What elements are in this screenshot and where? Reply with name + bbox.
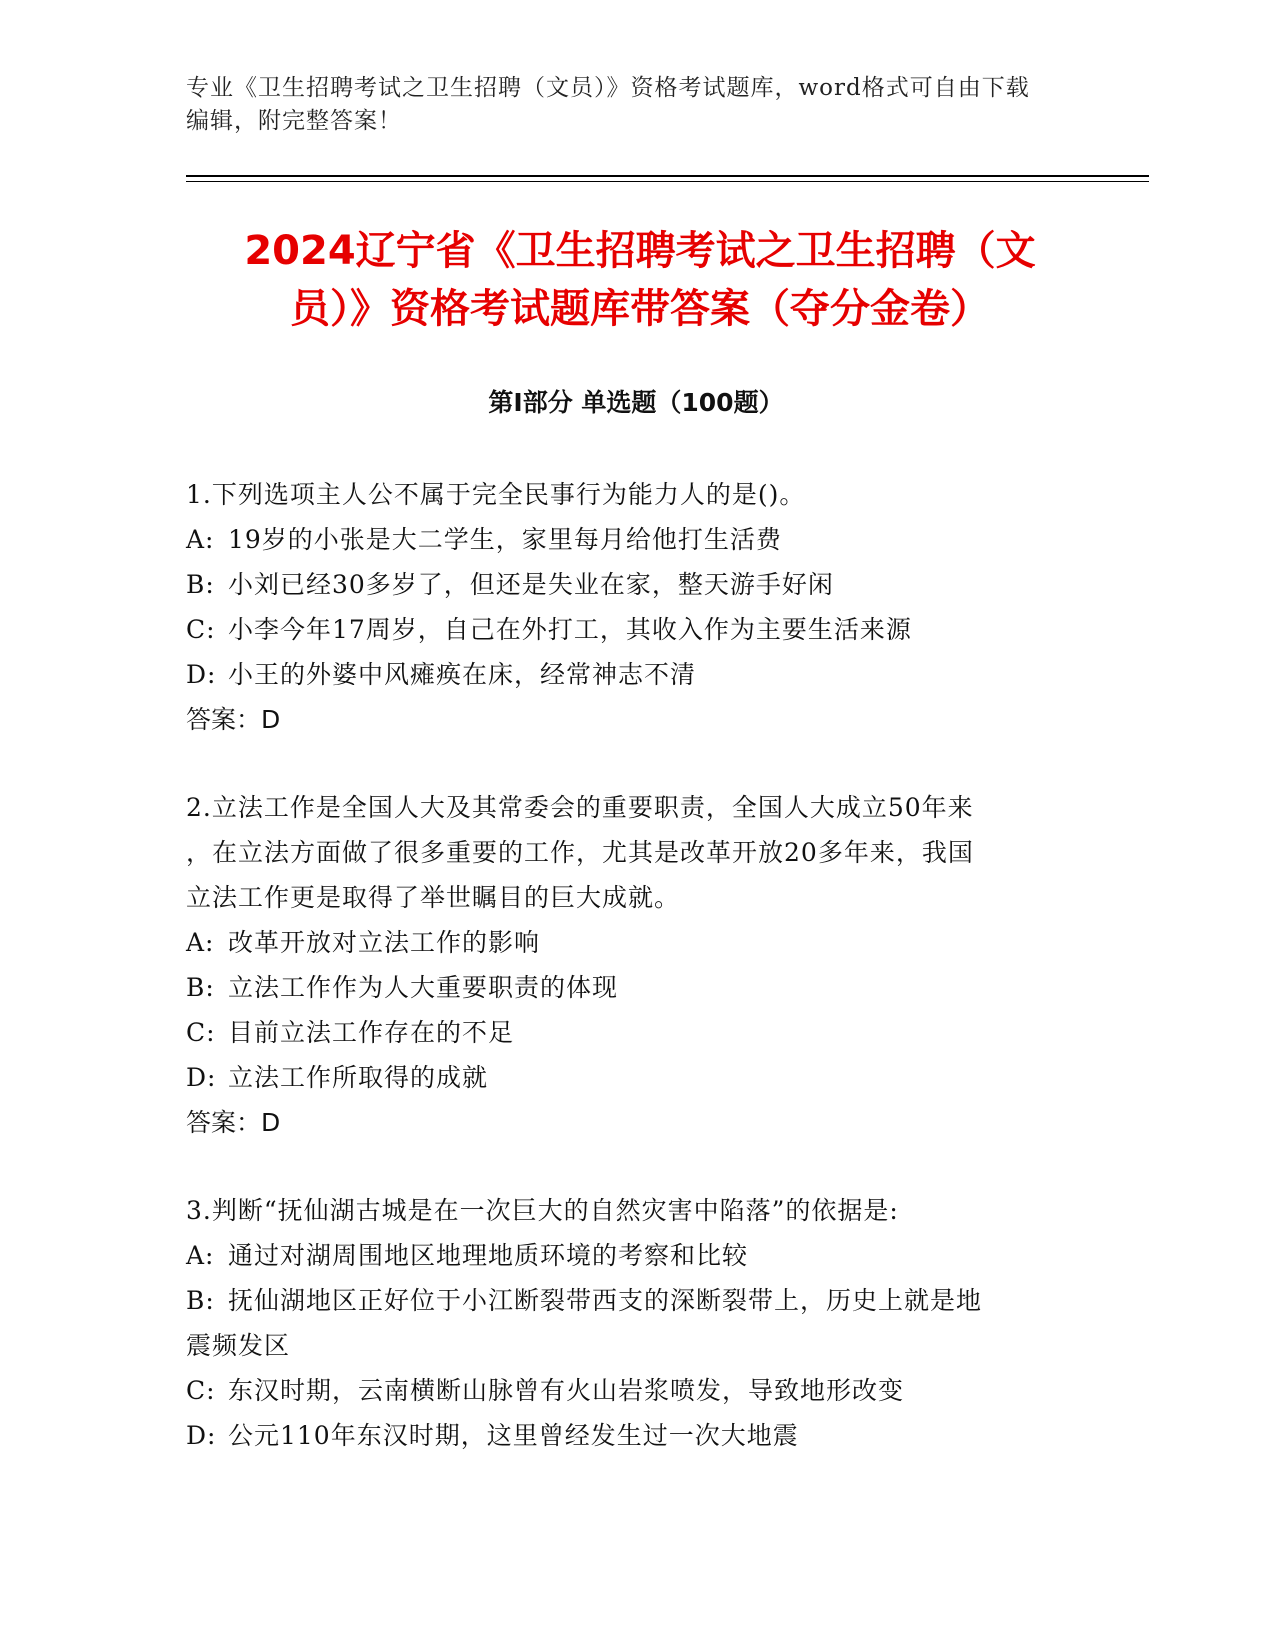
option-text: 立法工作作为人大重要职责的体现 bbox=[228, 973, 619, 1002]
option-text: 公元110年东汉时期，这里曾经发生过一次大地震 bbox=[228, 1421, 799, 1450]
option-text: 小李今年17周岁，自己在外打工，其收入作为主要生活来源 bbox=[228, 615, 912, 644]
option-text: 19岁的小张是大二学生，家里每月给他打生活费 bbox=[228, 525, 782, 554]
option-text: 通过对湖周围地区地理地质环境的考察和比较 bbox=[228, 1241, 749, 1270]
document-title-line-1: 2024辽宁省《卫生招聘考试之卫生招聘（文 bbox=[244, 228, 1036, 274]
option-key: C: bbox=[186, 1018, 216, 1047]
option-key: B: bbox=[186, 973, 215, 1002]
option-d bbox=[186, 1055, 1066, 1100]
answer: 答案：D bbox=[186, 1108, 281, 1137]
option-text: 改革开放对立法工作的影响 bbox=[228, 928, 541, 957]
option-key: A: bbox=[186, 525, 215, 554]
option-a bbox=[186, 920, 1066, 965]
question-stem-line-1: 2.立法工作是全国人大及其常委会的重要职责，全国人大成立50年来 bbox=[186, 793, 974, 822]
option-d bbox=[186, 1413, 1066, 1458]
option-text: 抚仙湖地区正好位于小江断裂带西支的深断裂带上，历史上就是地 bbox=[228, 1286, 983, 1315]
question-2 bbox=[186, 785, 1066, 1145]
option-key: B: bbox=[186, 1286, 215, 1315]
option-key: D: bbox=[186, 660, 217, 689]
question-stem-line-3: 立法工作更是取得了举世瞩目的巨大成就。 bbox=[186, 883, 681, 912]
question-3 bbox=[186, 1188, 1066, 1458]
option-key: C: bbox=[186, 615, 216, 644]
option-text: 小刘已经30多岁了，但还是失业在家，整天游手好闲 bbox=[228, 570, 834, 599]
option-c bbox=[186, 1010, 1066, 1055]
option-b bbox=[186, 562, 1066, 607]
answer: 答案：D bbox=[186, 705, 281, 734]
option-text: 震频发区 bbox=[186, 1331, 291, 1360]
option-text: 东汉时期，云南横断山脉曾有火山岩浆喷发，导致地形改变 bbox=[228, 1376, 905, 1405]
question-list bbox=[186, 472, 1066, 1501]
option-a bbox=[186, 1233, 1066, 1278]
section-title: 第I部分 单选题（100题） bbox=[488, 388, 784, 417]
option-b bbox=[186, 965, 1066, 1010]
option-d bbox=[186, 652, 1066, 697]
document-title bbox=[180, 222, 1100, 338]
option-b-continuation bbox=[186, 1323, 1066, 1368]
option-c bbox=[186, 607, 1066, 652]
option-b bbox=[186, 1278, 1066, 1323]
option-key: D: bbox=[186, 1421, 217, 1450]
option-key: C: bbox=[186, 1376, 216, 1405]
header-divider-thick bbox=[186, 175, 1149, 177]
option-key: B: bbox=[186, 570, 215, 599]
option-text: 小王的外婆中风瘫痪在床，经常神志不清 bbox=[228, 660, 697, 689]
option-key: A: bbox=[186, 1241, 215, 1270]
document-title-line-2: 员）》资格考试题库带答案（夺分金卷） bbox=[290, 286, 990, 332]
option-a bbox=[186, 517, 1066, 562]
option-c bbox=[186, 1368, 1066, 1413]
option-key: A: bbox=[186, 928, 215, 957]
header-note-line-1: 专业《卫生招聘考试之卫生招聘（文员）》资格考试题库，word格式可自由下载 bbox=[186, 75, 1030, 101]
option-text: 立法工作所取得的成就 bbox=[228, 1063, 489, 1092]
question-1 bbox=[186, 472, 1066, 742]
question-stem: 1.下列选项主人公不属于完全民事行为能力人的是()。 bbox=[186, 480, 806, 509]
header-note bbox=[186, 72, 1066, 138]
header-divider-thin bbox=[186, 181, 1149, 182]
question-stem: 3.判断“抚仙湖古城是在一次巨大的自然灾害中陷落”的依据是: bbox=[186, 1196, 899, 1225]
option-text: 目前立法工作存在的不足 bbox=[228, 1018, 515, 1047]
question-stem-line-2: ，在立法方面做了很多重要的工作，尤其是改革开放20多年来，我国 bbox=[186, 838, 974, 867]
header-note-line-2: 编辑，附完整答案！ bbox=[186, 108, 402, 134]
option-key: D: bbox=[186, 1063, 217, 1092]
